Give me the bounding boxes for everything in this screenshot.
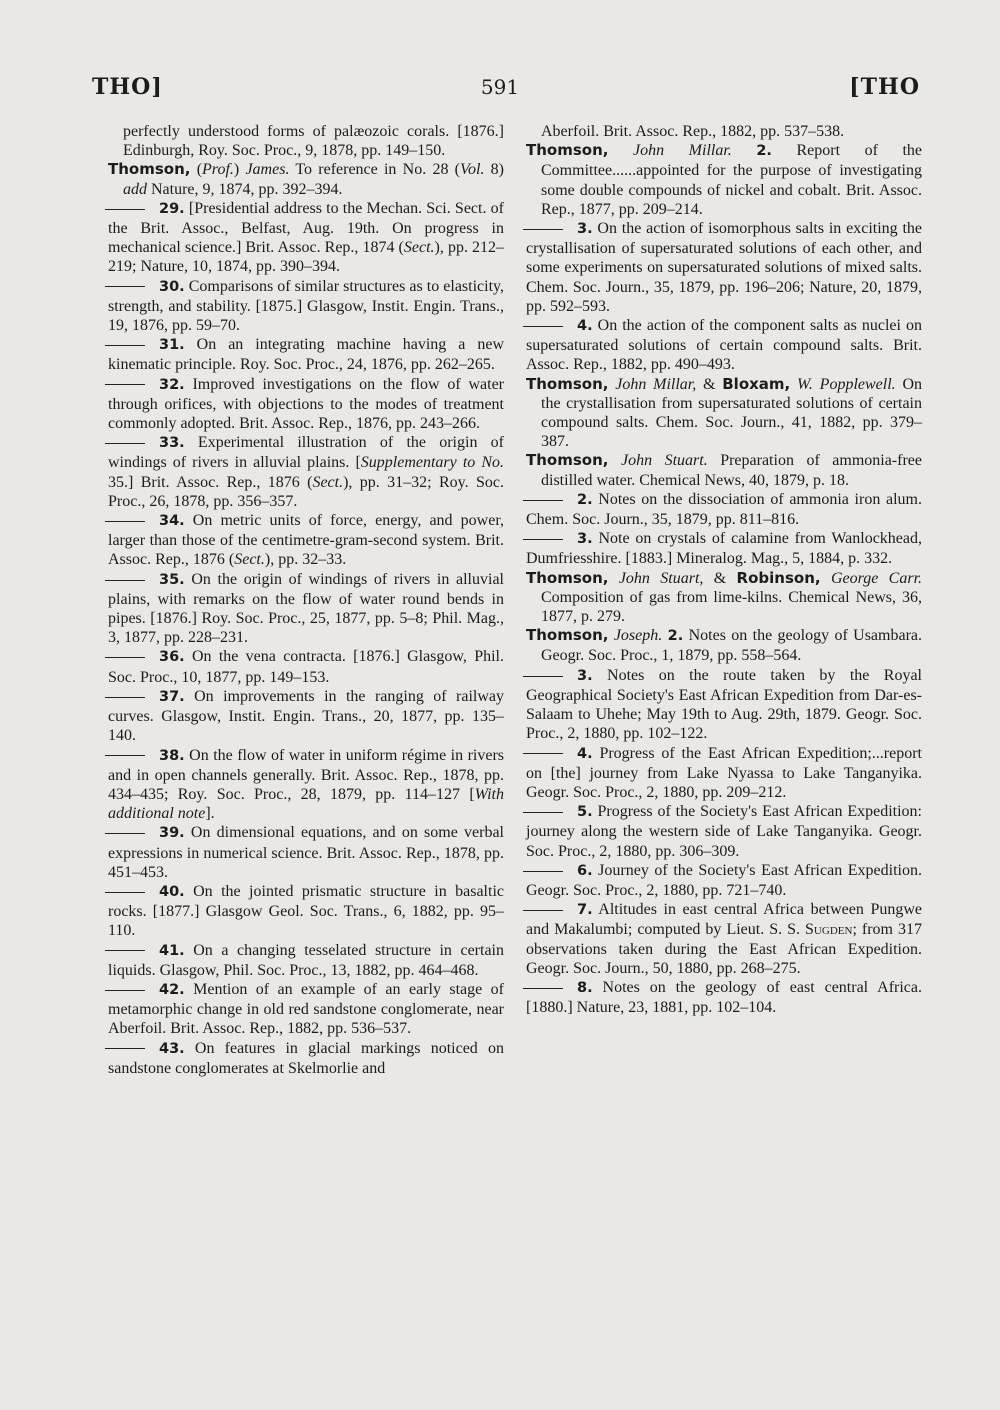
author-entry: Thomson, (Prof.) James. To reference in No. 28 (Vol. 8) add Nature, 9, 1874, pp. 392–394. [108, 160, 505, 198]
reference-number: 6. [577, 862, 593, 879]
numbered-reference: 32. Improved investigations on the flow of water through orifices, with objections to the modes of treatment commonly adopted. Brit. Assoc. Rep., 1876, pp. 243–266. [108, 375, 504, 434]
ditto-rule [105, 697, 145, 698]
ditto-rule [105, 443, 145, 444]
running-head-right: [THO [849, 74, 920, 100]
reference-number: 29. [159, 200, 185, 217]
running-head-left: THO] [92, 74, 163, 100]
ditto-rule [523, 910, 563, 911]
numbered-reference: 3. Notes on the route taken by the Royal Geographical Society's East African Expedition from Dar-es-Salaam to Uhehe; May 19th to Aug. 29th, 1879. Geogr. Soc. Proc., 2, 1880, pp. 102–122. [526, 666, 922, 744]
ditto-rule [105, 521, 145, 522]
author-entry: Thomson, John Stuart, & Robinson, George Carr. Composition of gas from lime-kilns. Chemical News, 36, 1877, p. 279. [526, 568, 923, 626]
numbered-reference: 38. On the flow of water in uniform régime in rivers and in open channels generally. Brit. Assoc. Rep., 1878, pp. 434–435; Roy. Soc. Proc., 28, 1879, pp. 114–127 [With additional note]. [108, 746, 504, 824]
author-entry: Thomson, John Millar, & Bloxam, W. Popplewell. On the crystallisation from supersaturated solutions of certain compound salts. Chem. Soc. Journ., 41, 1882, pp. 379–387. [526, 374, 923, 451]
reference-number: 8. [577, 979, 593, 996]
ditto-rule [523, 326, 563, 327]
ditto-rule [105, 209, 145, 210]
numbered-reference: 4. Progress of the East African Expedition;...report on [the] journey from Lake Nyassa to Lake Tanganyika. Geogr. Soc. Proc., 2, 1880, pp. 209–212. [526, 744, 922, 803]
ditto-rule [105, 892, 145, 893]
reference-number: 40. [159, 883, 185, 900]
reference-number: 4. [577, 745, 593, 762]
ditto-rule [105, 950, 145, 951]
ditto-rule [105, 286, 145, 287]
numbered-reference: 3. Note on crystals of calamine from Wanlockhead, Dumfriesshire. [1883.] Mineralog. Mag., 5, 1884, p. 332. [526, 529, 922, 568]
ditto-rule [105, 384, 145, 385]
numbered-reference: 8. Notes on the geology of east central Africa. [1880.] Nature, 23, 1881, pp. 102–104. [526, 978, 922, 1017]
ditto-rule [105, 990, 145, 991]
left-column [108, 122, 504, 1078]
reference-number: 42. [159, 981, 185, 998]
reference-number: 39. [159, 825, 185, 842]
reference-number: 33. [159, 435, 185, 452]
ditto-rule [523, 500, 563, 501]
ditto-rule [523, 229, 563, 230]
reference-number: 35. [159, 571, 185, 588]
ditto-rule [105, 1048, 145, 1049]
numbered-reference: 35. On the origin of windings of rivers in alluvial plains, with remarks on the flow of water round bends in pipes. [1876.] Roy. Soc. Proc., 25, 1877, pp. 5–8; Phil. Mag., 3, 1877, pp. 228–231. [108, 570, 504, 648]
numbered-reference: 43. On features in glacial markings noticed on sandstone conglomerates at Skelmorlie and [108, 1039, 504, 1078]
numbered-reference: 5. Progress of the Society's East African Expedition: journey along the western side of Lake Tanganyika. Geogr. Soc. Proc., 2, 1880, pp. 306–309. [526, 802, 922, 861]
numbered-reference: 33. Experimental illustration of the origin of windings of rivers in alluvial plains. [Supplementary to No. 35.] Brit. Assoc. Rep., 1876 (Sect.), pp. 31–32; Roy. Soc. Proc., 26, 1878, pp. 356–357. [108, 433, 504, 511]
ditto-rule [523, 812, 563, 813]
reference-number: 7. [577, 902, 593, 919]
page-number: 591 [480, 75, 520, 99]
author-entry: Thomson, John Stuart. Preparation of ammonia-free distilled water. Chemical News, 40, 1879, p. 18. [526, 451, 922, 489]
author-entry: Thomson, John Millar. 2. Report of the Committee......appointed for the purpose of investigating some double compounds of nickel and cobalt. Brit. Assoc. Rep., 1877, pp. 209–214. [526, 141, 922, 218]
ditto-rule [523, 988, 563, 989]
numbered-reference: 3. On the action of isomorphous salts in exciting the crystallisation of supersaturated solutions of each other, and some experiments on supersaturated solutions of mixed salts. Chem. Soc. Journ., 35, 1879, pp. 196–206; Nature, 20, 1879, pp. 592–593. [526, 219, 922, 316]
reference-number: 38. [159, 747, 185, 764]
reference-number: 3. [577, 531, 593, 548]
numbered-reference: 4. On the action of the component salts as nuclei on supersaturated solutions of certain compound salts. Brit. Assoc. Rep., 1882, pp. 490–493. [526, 316, 922, 375]
reference-number: 37. [159, 688, 185, 705]
numbered-reference: 41. On a changing tesselated structure in certain liquids. Glasgow, Phil. Soc. Proc., 13, 1882, pp. 464–468. [108, 941, 504, 980]
numbered-reference: 31. On an integrating machine having a new kinematic principle. Roy. Soc. Proc., 24, 1876, pp. 262–265. [108, 335, 504, 374]
numbered-reference: 7. Altitudes in east central Africa between Pungwe and Makalumbi; computed by Lieut. S. S. Sugden; from 317 observations taken during the East African Expedition. Geogr. Soc. Journ., 50, 1880, pp. 268–275. [526, 900, 922, 978]
reference-number: 2. [577, 491, 593, 508]
ditto-rule [105, 657, 145, 658]
ditto-rule [523, 539, 563, 540]
ditto-rule [523, 676, 563, 677]
numbered-reference: 37. On improvements in the ranging of railway curves. Glasgow, Instit. Engin. Trans., 20, 1877, pp. 135–140. [108, 687, 504, 746]
ditto-rule [105, 580, 145, 581]
numbered-reference: 40. On the jointed prismatic structure in basaltic rocks. [1877.] Glasgow Geol. Soc. Trans., 6, 1882, pp. 95–110. [108, 882, 504, 941]
numbered-reference: 29. [Presidential address to the Mechan. Sci. Sect. of the Brit. Assoc., Belfast, Aug. 19th. On progress in mechanical science.] Brit. Assoc. Rep., 1874 (Sect.), pp. 212–219; Nature, 10, 1874, pp. 390–394. [108, 199, 504, 277]
ditto-rule [105, 755, 145, 756]
numbered-reference: 34. On metric units of force, energy, and power, larger than those of the centimetre-gram-second system. Brit. Assoc. Rep., 1876 (Sect.), pp. 32–33. [108, 511, 504, 570]
numbered-reference: 2. Notes on the dissociation of ammonia iron alum. Chem. Soc. Journ., 35, 1879, pp. 811–816. [526, 490, 922, 529]
numbered-reference: 39. On dimensional equations, and on some verbal expressions in numerical science. Brit. Assoc. Rep., 1878, pp. 451–453. [108, 823, 504, 882]
reference-number: 3. [577, 221, 593, 238]
ditto-rule [523, 753, 563, 754]
ditto-rule [105, 833, 145, 834]
reference-number: 34. [159, 513, 185, 530]
right-column [526, 122, 922, 1017]
reference-number: 31. [159, 337, 185, 354]
reference-number: 30. [159, 278, 185, 295]
reference-number: 3. [577, 667, 593, 684]
ditto-rule [523, 871, 563, 872]
reference-number: 36. [159, 649, 185, 666]
author-entry: Thomson, Joseph. 2. Notes on the geology of Usambara. Geogr. Soc. Proc., 1, 1879, pp. 558–564. [526, 626, 922, 665]
reference-number: 43. [159, 1040, 185, 1057]
reference-number: 5. [577, 804, 593, 821]
numbered-reference: 36. On the vena contracta. [1876.] Glasgow, Phil. Soc. Proc., 10, 1877, pp. 149–153. [108, 647, 504, 686]
ditto-rule [105, 345, 145, 346]
reference-number: 41. [159, 942, 185, 959]
numbered-reference: 6. Journey of the Society's East African Expedition. Geogr. Soc. Proc., 2, 1880, pp. 721–740. [526, 861, 922, 900]
continued-reference: Aberfoil. Brit. Assoc. Rep., 1882, pp. 537–538. [541, 123, 845, 140]
reference-number: 32. [159, 376, 185, 393]
numbered-reference: 42. Mention of an example of an early stage of metamorphic change in old red sandstone conglomerate, near Aberfoil. Brit. Assoc. Rep., 1882, pp. 536–537. [108, 980, 504, 1039]
reference-number: 4. [577, 318, 593, 335]
continued-reference: perfectly understood forms of palæozoic corals. [1876.] Edinburgh, Roy. Soc. Proc., 9, 1878, pp. 149–150. [123, 123, 504, 160]
numbered-reference: 30. Comparisons of similar structures as to elasticity, strength, and stability. [1875.] Glasgow, Instit. Engin. Trans., 19, 1876, pp. 59–70. [108, 277, 504, 336]
